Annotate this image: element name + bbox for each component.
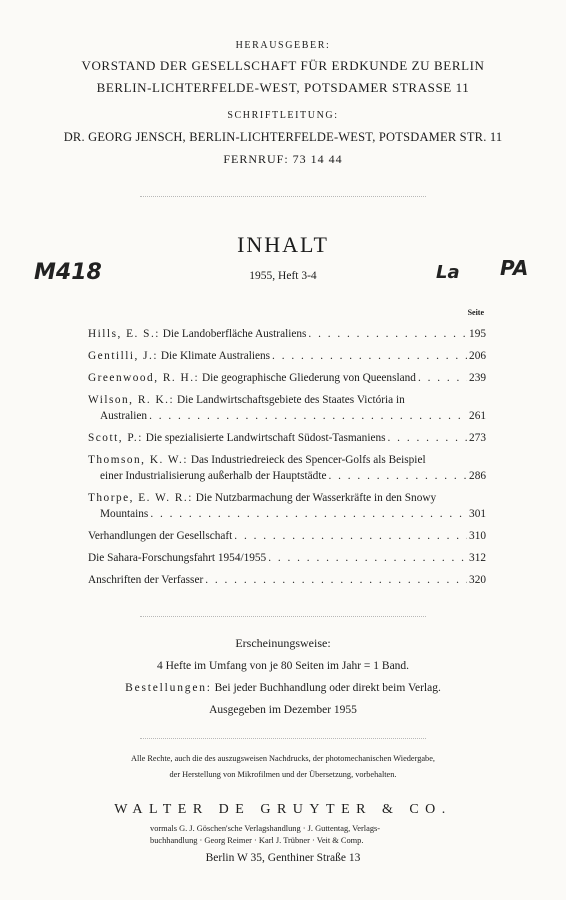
toc-title: Die Nutzbarmachung der Wasserkräfte in den Snowy <box>195 492 437 504</box>
publication-frequency: 4 Hefte im Umfang von je 80 Seiten im Jahr = 1 Band. <box>156 660 410 672</box>
toc-entry <box>88 392 486 424</box>
table-of-contents <box>88 326 486 594</box>
toc-title: Das Industriedreieck des Spencer-Golfs als Beispiel <box>190 454 426 466</box>
handwritten-note-middle: La <box>436 262 460 283</box>
divider <box>140 738 426 739</box>
toc-title-continued: Mountains <box>100 508 149 520</box>
toc-entry <box>88 326 486 342</box>
toc-entry <box>88 348 486 364</box>
toc-author: Scott, P.: <box>88 432 143 444</box>
toc-page: 286 <box>469 470 486 482</box>
contents-title: INHALT <box>237 232 329 257</box>
toc-author: Gentilli, J.: <box>88 350 159 362</box>
handwritten-note-right: PA <box>500 256 529 280</box>
toc-entry <box>88 528 486 544</box>
toc-entry <box>88 370 486 386</box>
rights-line-2: der Herstellung von Mikrofilmen und der Übersetzung, vorbehalten. <box>169 770 397 779</box>
toc-entry <box>88 572 486 588</box>
divider <box>140 616 426 617</box>
toc-title-continued: einer Industrialisierung außerhalb der Hauptstädte <box>100 470 327 482</box>
imprint-line-1: vormals G. J. Göschen'sche Verlagshandlung · J. Guttentag, Verlags- <box>150 824 381 833</box>
toc-author: Thorpe, E. W. R.: <box>88 492 193 504</box>
toc-title: Die Landwirtschaftsgebiete des Staates Victória in <box>176 394 405 406</box>
toc-page: 320 <box>469 574 486 586</box>
publisher-imprint-name: WALTER DE GRUYTER & CO. <box>114 802 452 817</box>
toc-title: Die geographische Gliederung von Queensland <box>201 372 416 384</box>
toc-author: Greenwood, R. H.: <box>88 372 200 384</box>
orders-line <box>0 682 566 694</box>
toc-entry <box>88 430 486 446</box>
toc-title: Die Klimate Australiens <box>160 350 271 362</box>
page-column-header: Seite <box>467 308 484 317</box>
toc-page: 301 <box>469 508 486 520</box>
toc-title: Die Landoberfläche Australiens <box>162 328 307 340</box>
editor-line: DR. GEORG JENSCH, BERLIN-LICHTERFELDE-WEST, POTSDAMER STR. 11 <box>63 130 503 144</box>
toc-author: Wilson, R. K.: <box>88 394 175 406</box>
rights-line-1: Alle Rechte, auch die des auszugsweisen Nachdrucks, der photomechanischen Wiedergabe, <box>131 754 435 763</box>
imprint-line-2: buchhandlung · Georg Reimer · Karl J. Trübner · Veit & Comp. <box>150 836 364 845</box>
toc-page: 195 <box>469 328 486 340</box>
toc-author: Hills, E. S.: <box>88 328 160 340</box>
toc-page: 312 <box>469 552 486 564</box>
phone-line: FERNRUF: 73 14 44 <box>223 152 343 166</box>
toc-page: 310 <box>469 530 486 542</box>
toc-entry <box>88 452 486 484</box>
toc-title: Die spezialisierte Landwirtschaft Südost-Tasmaniens <box>145 432 386 444</box>
toc-page: 206 <box>469 350 486 362</box>
divider <box>140 196 426 197</box>
issue-label: 1955, Heft 3-4 <box>249 270 317 282</box>
orders-text: Bei jeder Buchhandlung oder direkt beim Verlag. <box>214 682 441 694</box>
publisher-label: HERAUSGEBER: <box>235 40 331 51</box>
toc-title: Anschriften der Verfasser <box>88 574 204 586</box>
orders-label: Bestellungen: <box>125 682 212 694</box>
toc-page: 239 <box>469 372 486 384</box>
toc-title: Die Sahara-Forschungsfahrt 1954/1955 <box>88 552 267 564</box>
publisher-address: BERLIN-LICHTERFELDE-WEST, POTSDAMER STRASSE 11 <box>96 80 470 95</box>
toc-author: Thomson, K. W.: <box>88 454 189 466</box>
imprint-address: Berlin W 35, Genthiner Straße 13 <box>205 852 361 864</box>
handwritten-note-left: M418 <box>34 260 102 285</box>
toc-page: 273 <box>469 432 486 444</box>
editorial-label: SCHRIFTLEITUNG: <box>227 110 339 121</box>
toc-page: 261 <box>469 410 486 422</box>
publisher-name: VORSTAND DER GESELLSCHAFT FÜR ERDKUNDE ZU BERLIN <box>81 58 485 73</box>
toc-title: Verhandlungen der Gesellschaft <box>88 530 233 542</box>
toc-entry <box>88 490 486 522</box>
issued-line: Ausgegeben im Dezember 1955 <box>209 704 357 716</box>
toc-title-continued: Australien <box>100 410 148 422</box>
publication-label: Erscheinungsweise: <box>235 636 331 650</box>
toc-entry <box>88 550 486 566</box>
